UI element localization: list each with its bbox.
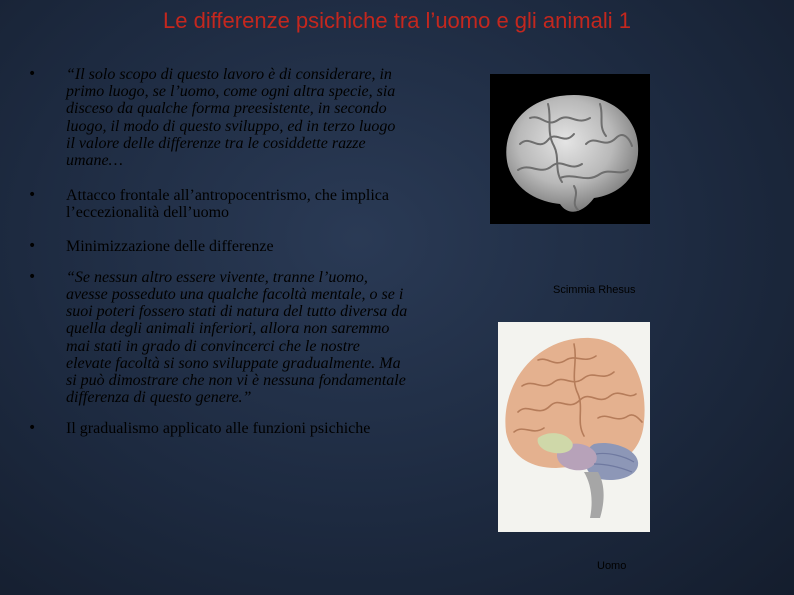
monkey-brain-caption: Scimmia Rhesus — [553, 284, 636, 296]
bullet-list — [28, 66, 408, 438]
bullet-text: Il gradualismo applicato alle funzioni psichiche — [66, 420, 371, 438]
bullet-dot-icon: • — [28, 237, 37, 254]
bullet-text: “Se nessun altro essere vivente, tranne l’uomo, avesse posseduto una qualche facoltà mentale, o se i suoi poteri fossero stati di natura del tutto diversa da quella degli animali inferiori, allora non saremmo mai stati in grado di convincerci che le nostre elevate facoltà si sono sviluppate gradualmente. Ma si può dimostrare che non vi è nessuna fondamentale differenza di questo genere.” — [66, 268, 408, 407]
bullet-item — [28, 238, 408, 255]
bullet-dot-icon: • — [28, 420, 37, 437]
bullet-item — [28, 269, 408, 407]
bullet-dot-icon: • — [28, 66, 37, 82]
bullet-item — [28, 187, 408, 221]
bullet-text: Attacco frontale all’antropocentrismo, che implica l’eccezionalità dell’uomo — [66, 187, 389, 222]
bullet-text: “Il solo scopo di questo lavoro è di considerare, in primo luogo, se l’uomo, come ogni altra specie, sia disceso da qualche forma preesistente, in secondo luogo, il modo di questo sviluppo, ed in terzo luogo il valore delle differenze tra le cosiddette razze umane… — [66, 66, 396, 170]
human-brain-image — [498, 322, 650, 532]
bullet-item — [28, 66, 408, 169]
bullet-item — [28, 420, 408, 437]
monkey-brain-image — [490, 74, 650, 224]
bullet-text: Minimizzazione delle differenze — [66, 237, 274, 255]
human-brain-caption: Uomo — [597, 560, 627, 572]
slide-title: Le differenze psichiche tra l’uomo e gli animali 1 — [163, 8, 631, 33]
monkey-brain-icon — [490, 74, 650, 224]
human-brain-icon — [498, 322, 650, 532]
bullet-dot-icon: • — [28, 187, 37, 204]
bullet-dot-icon: • — [28, 268, 37, 285]
